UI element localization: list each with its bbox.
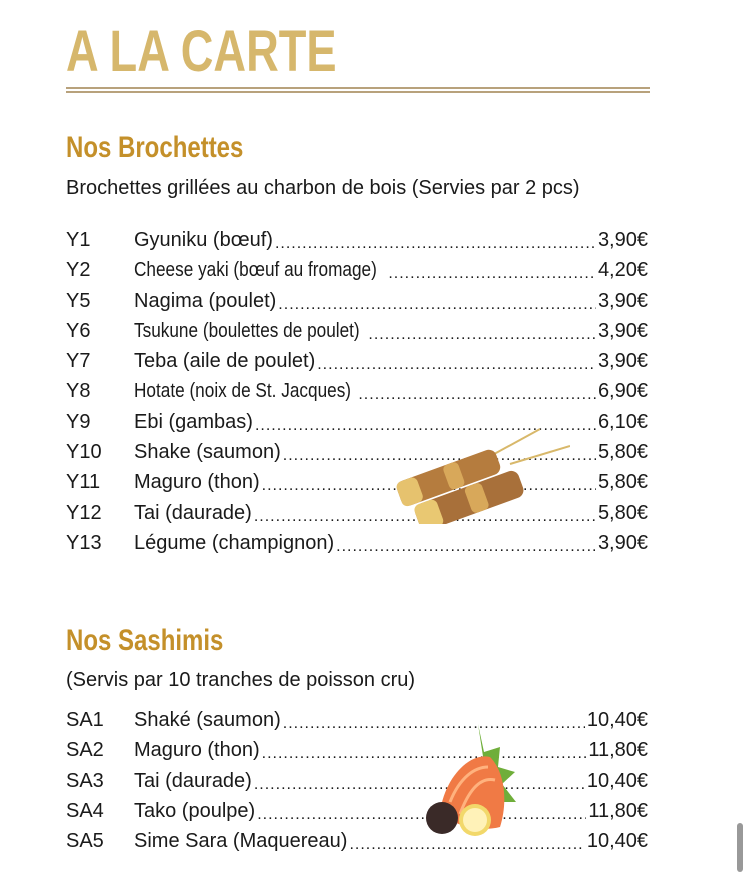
- menu-item: [66, 709, 648, 739]
- dot-leader: [358, 382, 596, 402]
- item-name: Maguro (thon): [134, 739, 260, 762]
- menu-item: [66, 259, 648, 289]
- item-name: Légume (champignon): [134, 531, 335, 554]
- item-code: Y10: [66, 441, 102, 464]
- item-code: SA2: [66, 739, 104, 762]
- section-subtitle-brochettes: Brochettes grillées au charbon de bois (Servies par 2 pcs): [66, 177, 580, 199]
- item-price: 3,90€: [597, 531, 648, 554]
- menu-item: [66, 380, 648, 410]
- item-name: Tsukune (boulettes de poulet): [134, 319, 360, 342]
- item-name: Maguro (thon): [134, 471, 260, 494]
- scrollbar[interactable]: [737, 823, 743, 872]
- item-code: SA3: [66, 769, 104, 792]
- item-code: Y2: [66, 259, 91, 282]
- item-name: Shaké (saumon): [134, 709, 281, 731]
- item-name: Tai (daurade): [134, 769, 252, 792]
- item-code: Y12: [66, 501, 102, 524]
- dot-leader: [275, 231, 596, 251]
- dot-leader: [336, 534, 596, 554]
- section-subtitle-sashimis: (Servis par 10 tranches de poisson cru): [66, 669, 416, 691]
- item-price: 11,80€: [588, 739, 648, 762]
- dot-leader: [368, 322, 596, 342]
- item-price: 3,90€: [597, 350, 648, 373]
- menu-item: [66, 770, 648, 800]
- item-name: Hotate (noix de St. Jacques): [134, 380, 352, 403]
- divider: [66, 87, 650, 89]
- menu-item: [66, 350, 648, 380]
- item-price: 3,90€: [597, 229, 648, 251]
- section-heading-sashimis: Nos Sashimis: [66, 624, 224, 657]
- item-code: Y13: [66, 531, 102, 554]
- dot-leader: [278, 292, 596, 312]
- item-price: 6,90€: [597, 380, 648, 403]
- item-price: 6,10€: [597, 410, 648, 433]
- dot-leader: [317, 352, 596, 372]
- dot-leader: [388, 261, 596, 281]
- salmon-sashimi-image: [420, 722, 540, 842]
- item-name: Shake (saumon): [134, 441, 281, 464]
- menu-item: [66, 532, 648, 562]
- item-name: Teba (aile de poulet): [134, 350, 316, 373]
- item-code: Y9: [66, 410, 91, 433]
- item-price: 3,90€: [597, 289, 648, 312]
- item-name: Nagima (poulet): [134, 289, 277, 312]
- item-name: Tako (poulpe): [134, 799, 256, 822]
- item-price: 10,40€: [586, 769, 648, 792]
- menu-item: [66, 320, 648, 350]
- item-code: Y11: [66, 471, 101, 494]
- item-name: Cheese yaki (bœuf au fromage): [134, 259, 377, 282]
- item-code: Y6: [66, 319, 91, 342]
- menu-item: [66, 800, 648, 830]
- menu-item: [66, 739, 648, 769]
- divider: [66, 91, 650, 93]
- item-name: Tai (daurade): [134, 501, 252, 524]
- menu-item: [66, 830, 648, 860]
- sashimis-list: [66, 709, 648, 860]
- item-code: SA1: [66, 709, 104, 731]
- item-price: 3,90€: [597, 319, 648, 342]
- section-heading-brochettes: Nos Brochettes: [66, 131, 244, 164]
- item-name: Ebi (gambas): [134, 410, 253, 433]
- item-code: Y5: [66, 289, 91, 312]
- menu-item: [66, 290, 648, 320]
- item-price: 5,80€: [597, 441, 648, 464]
- item-price: 5,80€: [597, 501, 648, 524]
- item-code: Y8: [66, 380, 91, 403]
- item-price: 5,80€: [597, 471, 648, 494]
- page-title: A LA CARTE: [66, 19, 337, 84]
- item-code: Y1: [66, 229, 91, 251]
- menu-item: [66, 229, 648, 259]
- yakitori-skewer-image: [390, 424, 570, 524]
- item-price: 10,40€: [586, 709, 648, 731]
- item-name: Gyuniku (bœuf): [134, 229, 273, 251]
- item-price: 10,40€: [586, 830, 648, 853]
- item-code: SA4: [66, 799, 104, 822]
- item-code: SA5: [66, 830, 104, 853]
- item-price: 11,80€: [588, 799, 648, 822]
- item-price: 4,20€: [597, 259, 648, 282]
- item-name: Sime Sara (Maquereau): [134, 830, 348, 853]
- item-code: Y7: [66, 350, 91, 373]
